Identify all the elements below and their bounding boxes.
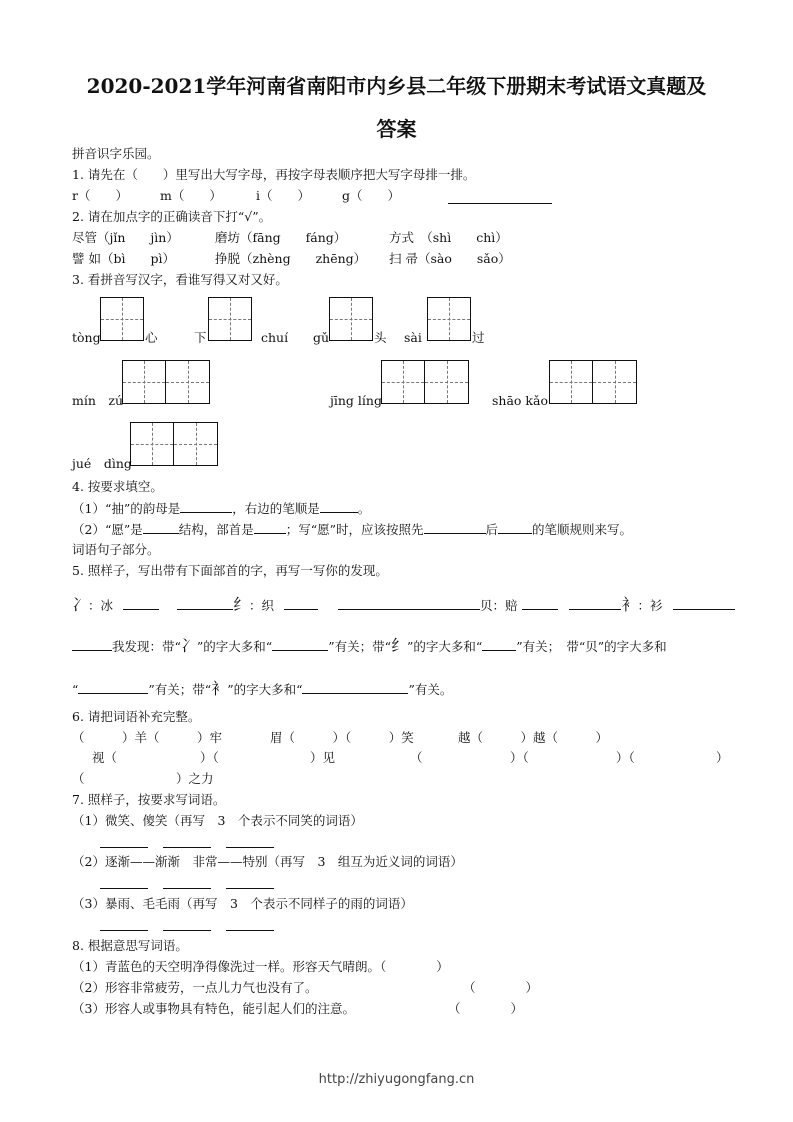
pinyin-label: jué dìng <box>72 456 132 471</box>
answer-blank[interactable] <box>320 500 358 513</box>
idiom-item[interactable]: ） <box>716 750 729 765</box>
page-title-cont: 答案 <box>376 117 417 141</box>
radical-bing-icon: 冫 <box>72 595 89 614</box>
q2-word: 磨坊（fāng fáng） <box>215 230 347 245</box>
footer-url[interactable]: http://zhiyugongfang.cn <box>318 1072 475 1087</box>
question-2: 2. 请在加点字的正确读音下打“√”。 <box>72 209 272 224</box>
answer-blank[interactable] <box>226 918 274 931</box>
question-3: 3. 看拼音写汉字，看谁写得又对又好。 <box>72 272 288 287</box>
q2-word: 譬 如（bì pì） <box>72 251 175 266</box>
question-7: 7. 照样子，按要求写词语。 <box>72 792 226 807</box>
pinyin-label: mín zú <box>72 393 124 408</box>
q5-discovery-1: 我发现：带“冫”的字大多和“ ”有关；带“纟”的字大多和“ ”有关； 带“贝”的字大多和 <box>72 638 667 655</box>
answer-blank[interactable] <box>180 500 232 513</box>
q8-part2: （2）形容非常疲劳，一点儿力气也没有了。 <box>72 980 318 995</box>
idiom-item[interactable]: ）（ <box>510 750 529 765</box>
q7-part1: （1）微笑、傻笑（再写 3 个表示不同笑的词语） <box>72 813 363 828</box>
answer-blank[interactable] <box>226 835 274 848</box>
answer-blank[interactable] <box>498 521 532 534</box>
idiom-item[interactable]: （ <box>72 771 85 786</box>
answer-blank[interactable] <box>100 835 148 848</box>
writing-grid[interactable] <box>130 422 218 466</box>
writing-grid[interactable] <box>208 297 252 341</box>
answer-blank[interactable] <box>163 876 211 889</box>
question-1: 1. 请先在（ ）里写出大写字母，再按字母表顺序把大写字母排一排。 <box>72 167 476 182</box>
answer-blank[interactable] <box>522 597 558 610</box>
idiom-item[interactable]: 视（ <box>92 750 118 765</box>
answer-blank[interactable] <box>448 191 552 204</box>
answer-blank[interactable] <box>100 918 148 931</box>
idiom-item[interactable]: （ <box>410 750 423 765</box>
q2-word: 方式 （shì chì） <box>389 230 508 245</box>
writing-grid[interactable] <box>329 297 373 341</box>
grid-char: 过 <box>472 330 485 345</box>
q2-word: 扫 帚（sào sǎo） <box>389 251 511 266</box>
question-5: 5. 照样子，写出带有下面部首的字，再写一写你的发现。 <box>72 563 388 578</box>
grid-char: 下 <box>194 330 207 345</box>
q8-part1: （1）青蓝色的天空明净得像洗过一样。形容天气晴朗。（ ） <box>72 959 449 974</box>
answer-blank[interactable] <box>254 521 286 534</box>
q7-part3: （3）暴雨、毛毛雨（再写 3 个表示不同样子的雨的词语） <box>72 896 413 911</box>
writing-grid[interactable] <box>549 360 637 404</box>
pinyin-label: sài <box>404 330 422 345</box>
q1-item: r（ ） <box>72 188 128 203</box>
q5-examples: 冫：冰 纟：织 贝：赔 衤：衫 <box>72 597 735 614</box>
answer-blank[interactable] <box>338 597 480 610</box>
pinyin-label: shāo kǎo <box>492 393 548 408</box>
page-title: 2020-2021学年河南省南阳市内乡县二年级下册期末考试语文真题及 <box>86 74 707 98</box>
answer-blank[interactable] <box>673 597 735 610</box>
answer-blank[interactable] <box>78 681 148 694</box>
answer-paren[interactable]: （ ） <box>463 980 539 995</box>
q7-part2: （2）逐渐——渐渐 非常——特别（再写 3 组互为近义词的词语） <box>72 854 463 869</box>
radical-si-icon: 纟 <box>233 595 250 614</box>
answer-blank[interactable] <box>302 681 408 694</box>
answer-blank[interactable] <box>72 638 112 651</box>
pinyin-label: chuí <box>261 330 289 345</box>
q8-part3: （3）形容人或事物具有特色，能引起人们的注意。 <box>72 1001 355 1016</box>
answer-blank[interactable] <box>100 876 148 889</box>
pinyin-label: tòng <box>72 330 101 345</box>
writing-grid[interactable] <box>427 297 471 341</box>
grid-char: 心 <box>145 330 158 345</box>
answer-blank[interactable] <box>482 638 516 651</box>
answer-blank[interactable] <box>424 521 486 534</box>
idiom-item[interactable]: ）（ <box>200 750 219 765</box>
grid-char: 头 <box>374 330 387 345</box>
idiom-item[interactable]: 眉（ ）（ ）笑 <box>270 730 414 745</box>
idiom-item[interactable]: ）（ <box>616 750 635 765</box>
idiom-item[interactable]: ）见 <box>310 750 336 765</box>
writing-grid[interactable] <box>100 297 144 341</box>
answer-blank[interactable] <box>163 835 211 848</box>
answer-blank[interactable] <box>123 597 159 610</box>
answer-paren[interactable]: （ ） <box>448 1001 524 1016</box>
idiom-item[interactable]: 越（ ）越（ ） <box>458 730 609 745</box>
answer-blank[interactable] <box>272 638 328 651</box>
q5-discovery-2: “ ”有关；带“衤”的字大多和“ ”有关。 <box>72 679 453 698</box>
question-6: 6. 请把词语补充完整。 <box>72 709 201 724</box>
writing-grid[interactable] <box>122 360 210 404</box>
answer-blank[interactable] <box>569 597 621 610</box>
q2-word: 挣脱（zhèng zhēng） <box>215 251 367 266</box>
idiom-item[interactable]: （ ）羊（ ）牢 <box>72 730 223 745</box>
question-4: 4. 按要求填空。 <box>72 479 163 494</box>
question-8: 8. 根据意思写词语。 <box>72 938 188 953</box>
section-heading: 拼音识字乐园。 <box>72 146 160 161</box>
answer-blank[interactable] <box>163 918 211 931</box>
section-heading: 词语句子部分。 <box>72 542 160 557</box>
q1-item: g（ ） <box>342 188 401 203</box>
radical-yi-icon: 衤 <box>621 595 638 614</box>
answer-blank[interactable] <box>284 597 318 610</box>
pinyin-label: gǔ <box>313 330 330 345</box>
pinyin-label: jīng líng <box>330 393 382 408</box>
answer-blank[interactable] <box>226 876 274 889</box>
q2-word: 尽管（jǐn jìn） <box>72 230 179 245</box>
answer-blank[interactable] <box>177 597 233 610</box>
q4-part1: （1）“抽”的韵母是 ，右边的笔顺是 。 <box>72 501 371 516</box>
answer-blank[interactable] <box>143 521 179 534</box>
q1-item: i（ ） <box>256 188 310 203</box>
idiom-item[interactable]: ）之力 <box>176 771 214 786</box>
writing-grid[interactable] <box>381 360 469 404</box>
q4-part2: （2）“愿”是 结构，部首是 ；写“愿”时，应该按照先 后 的笔顺规则来写。 <box>72 522 633 537</box>
q1-item: m（ ） <box>160 188 222 203</box>
